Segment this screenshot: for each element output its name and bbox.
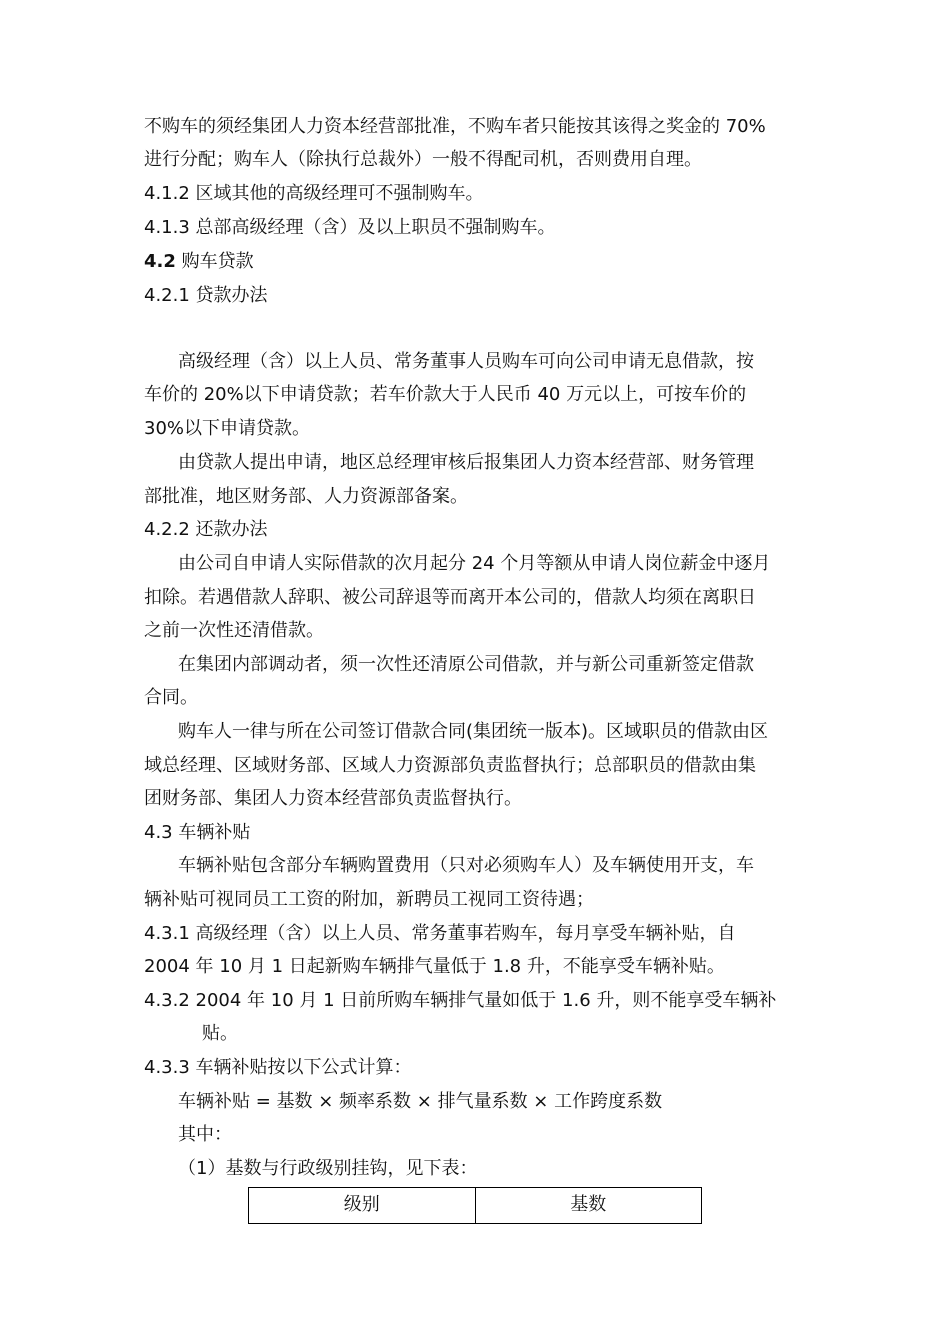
section-4-1-2: 4.1.2 区域其他的高级经理可不强制购车。	[144, 183, 484, 204]
paragraph-line: 团财务部、集团人力资本经营部负责监督执行。	[144, 788, 522, 809]
heading-4-2	[144, 249, 254, 275]
paragraph-line: 域总经理、区域财务部、区域人力资源部负责监督执行；总部职员的借款由集	[144, 755, 756, 776]
paragraph-line: 贴。	[202, 1023, 238, 1044]
paragraph-line: 在集团内部调动者，须一次性还清原公司借款，并与新公司重新签定借款	[178, 654, 754, 675]
paragraph-line: 30%以下申请贷款。	[144, 418, 311, 439]
section-4-3-1: 4.3.1 高级经理（含）以上人员、常务董事若购车，每月享受车辆补贴，自	[144, 923, 736, 944]
paragraph-line: 车辆补贴包含部分车辆购置费用（只对必须购车人）及车辆使用开支，车	[178, 855, 754, 876]
table-header-row	[249, 1188, 702, 1224]
paragraph-line: 高级经理（含）以上人员、常务董事人员购车可向公司申请无息借款，按	[178, 351, 754, 372]
section-4-1-3: 4.1.3 总部高级经理（含）及以上职员不强制购车。	[144, 217, 556, 238]
paragraph-line: 合同。	[144, 687, 198, 708]
paragraph-line: （1）基数与行政级别挂钩，见下表：	[178, 1158, 478, 1179]
base-level-table	[248, 1187, 702, 1224]
paragraph-line: 不购车的须经集团人力资本经营部批准，不购车者只能按其该得之奖金的 70%	[144, 116, 766, 137]
paragraph-line: 购车人一律与所在公司签订借款合同(集团统一版本)。区域职员的借款由区	[178, 721, 769, 742]
formula: 车辆补贴 = 基数 × 频率系数 × 排气量系数 × 工作跨度系数	[178, 1091, 663, 1112]
table-header-cell: 级别	[249, 1188, 476, 1224]
paragraph-line: 之前一次性还清借款。	[144, 620, 324, 641]
table-header-cell: 基数	[475, 1188, 702, 1224]
heading-4-2-2: 4.2.2 还款办法	[144, 519, 268, 540]
paragraph-line: 由公司自申请人实际借款的次月起分 24 个月等额从申请人岗位薪金中逐月	[178, 553, 771, 574]
paragraph-line: 部批准，地区财务部、人力资源部备案。	[144, 486, 468, 507]
paragraph-line: 其中：	[178, 1124, 232, 1145]
section-4-3-2: 4.3.2 2004 年 10 月 1 日前所购车辆排气量如低于 1.6 升，则不能享受车辆补	[144, 990, 777, 1011]
paragraph-line: 进行分配；购车人（除执行总裁外）一般不得配司机，否则费用自理。	[144, 149, 702, 170]
paragraph-line: 辆补贴可视同员工工资的附加，新聘员工视同工资待遇；	[144, 889, 594, 910]
section-4-3-3: 4.3.3 车辆补贴按以下公式计算：	[144, 1057, 412, 1078]
paragraph-line: 2004 年 10 月 1 日起新购车辆排气量低于 1.8 升，不能享受车辆补贴。	[144, 956, 725, 977]
heading-4-2-title: 购车贷款	[181, 251, 254, 272]
heading-4-2-1: 4.2.1 贷款办法	[144, 285, 268, 306]
heading-4-3: 4.3 车辆补贴	[144, 822, 251, 843]
paragraph-line: 扣除。若遇借款人辞职、被公司辞退等而离开本公司的，借款人均须在离职日	[144, 587, 756, 608]
paragraph-line: 车价的 20%以下申请贷款；若车价款大于人民币 40 万元以上，可按车价的	[144, 384, 747, 405]
paragraph-line: 由贷款人提出申请，地区总经理审核后报集团人力资本经营部、财务管理	[178, 452, 754, 473]
heading-4-2-number: 4.2	[144, 251, 176, 272]
